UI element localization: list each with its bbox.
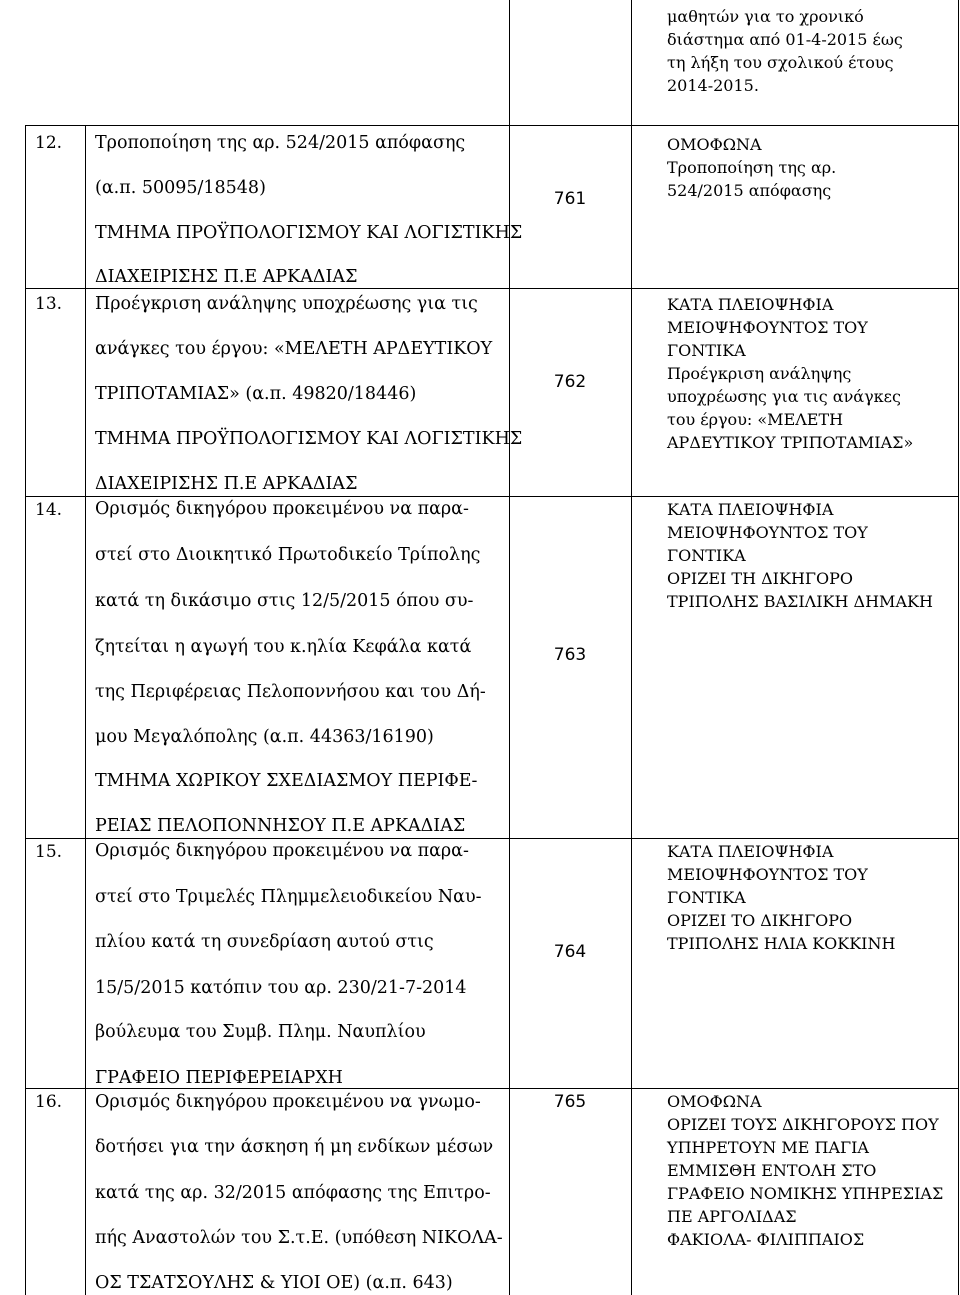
subject-line: Ορισμός δικηγόρου προκειμένου να παρα- <box>95 499 469 519</box>
subject-line: ΔΙΑΧΕΙΡΙΣΗΣ Π.Ε ΑΡΚΑΔΙΑΣ <box>95 267 358 287</box>
result-line: ΓΟΝΤΙΚΑ <box>667 546 746 565</box>
result-line: ΟΜΟΦΩΝΑ <box>667 135 762 154</box>
result-line: ΤΡΙΠΟΛΗΣ ΒΑΣΙΛΙΚΗ ΔΗΜΑΚΗ <box>667 592 933 611</box>
result-line: ΚΑΤΑ ΠΛΕΙΟΨΗΦΙΑ <box>667 295 834 314</box>
subject-line: στεί στο Τριμελές Πλημμελειοδικείου Ναυ- <box>95 887 482 907</box>
subject-line: ΤΜΗΜΑ ΠΡΟΫΠΟΛΟΓΙΣΜΟΥ ΚΑΙ ΛΟΓΙΣΤΙΚΗΣ <box>95 223 523 243</box>
subject-line: ζητείται η αγωγή του κ.ηλία Κεφάλα κατά <box>95 637 472 657</box>
top-note-line: διάστημα από 01-4-2015 έως <box>667 30 903 49</box>
top-note-line: τη λήξη του σχολικού έτους <box>667 53 894 72</box>
row-number: 12. <box>35 133 63 153</box>
subject-line: ΓΡΑΦΕΙΟ ΠΕΡΙΦΕΡΕΙΑΡΧΗ <box>95 1068 343 1088</box>
result-line: ΠΕ ΑΡΓΟΛΙΔΑΣ <box>667 1207 797 1226</box>
subject-line: κατά της αρ. 32/2015 απόφασης της Επιτρο- <box>95 1183 491 1203</box>
result-line: ΜΕΙΟΨΗΦΟΥΝΤΟΣ ΤΟΥ <box>667 865 868 884</box>
decision-number: 762 <box>553 372 587 392</box>
result-line: ΟΡΙΖΕΙ ΤΗ ΔΙΚΗΓΟΡΟ <box>667 569 853 588</box>
row-number: 16. <box>35 1092 63 1112</box>
result-line: 524/2015 απόφασης <box>667 181 832 200</box>
result-line: ΟΡΙΖΕΙ ΤΟ ΔΙΚΗΓΟΡΟ <box>667 911 853 930</box>
result-line: ΤΡΙΠΟΛΗΣ ΗΛΙΑ ΚΟΚΚΙΝΗ <box>667 934 896 953</box>
top-note-line: 2014-2015. <box>667 76 759 95</box>
result-line: ΟΡΙΖΕΙ ΤΟΥΣ ΔΙΚΗΓΟΡΟΥΣ ΠΟΥ <box>667 1115 939 1134</box>
subject-line: (α.π. 50095/18548) <box>95 178 266 198</box>
decision-number: 764 <box>553 942 587 962</box>
decision-number: 763 <box>553 645 587 665</box>
subject-line: Τροποποίηση της αρ. 524/2015 απόφασης <box>95 133 466 153</box>
subject-line: Ορισμός δικηγόρου προκειμένου να γνωμο- <box>95 1092 481 1112</box>
subject-line: στεί στο Διοικητικό Πρωτοδικείο Τρίπολης <box>95 545 481 565</box>
row-number: 15. <box>35 842 63 862</box>
subject-line: πής Αναστολών του Σ.τ.Ε. (υπόθεση ΝΙΚΟΛΑ- <box>95 1228 503 1248</box>
result-line: ΜΕΙΟΨΗΦΟΥΝΤΟΣ ΤΟΥ <box>667 318 868 337</box>
subject-line: ανάγκες του έργου: «ΜΕΛΕΤΗ ΑΡΔΕΥΤΙΚΟΥ <box>95 339 493 359</box>
result-line: ΟΜΟΦΩΝΑ <box>667 1092 762 1111</box>
result-line: ΓΟΝΤΙΚΑ <box>667 888 746 907</box>
subject-line: ΤΡΙΠΟΤΑΜΙΑΣ» (α.π. 49820/18446) <box>95 384 417 404</box>
result-line: ΚΑΤΑ ΠΛΕΙΟΨΗΦΙΑ <box>667 500 834 519</box>
row-number: 14. <box>35 500 63 520</box>
subject-line: της Περιφέρειας Πελοποννήσου και του Δή- <box>95 682 486 702</box>
subject-line: κατά τη δικάσιμο στις 12/5/2015 όπου συ- <box>95 591 474 611</box>
subject-line: βούλευμα του Συμβ. Πλημ. Ναυπλίου <box>95 1022 426 1042</box>
result-line: υποχρέωσης για τις ανάγκες <box>667 387 901 406</box>
result-line: ΚΑΤΑ ΠΛΕΙΟΨΗΦΙΑ <box>667 842 834 861</box>
subject-line: δοτήσει για την άσκηση ή μη ενδίκων μέσων <box>95 1137 494 1157</box>
result-line: ΓΟΝΤΙΚΑ <box>667 341 746 360</box>
subject-line: ΔΙΑΧΕΙΡΙΣΗΣ Π.Ε ΑΡΚΑΔΙΑΣ <box>95 474 358 494</box>
subject-line: ΡΕΙΑΣ ΠΕΛΟΠΟΝΝΗΣΟΥ Π.Ε ΑΡΚΑΔΙΑΣ <box>95 816 466 836</box>
row-number: 13. <box>35 294 63 314</box>
subject-line: ΤΜΗΜΑ ΧΩΡΙΚΟΥ ΣΧΕΔΙΑΣΜΟΥ ΠΕΡΙΦΕ- <box>95 771 478 791</box>
top-note-line: μαθητών για το χρονικό <box>667 7 864 26</box>
subject-line: μου Μεγαλόπολης (α.π. 44363/16190) <box>95 727 434 747</box>
result-line: ΓΡΑΦΕΙΟ ΝΟΜΙΚΗΣ ΥΠΗΡΕΣΙΑΣ <box>667 1184 944 1203</box>
subject-line: 15/5/2015 κατόπιν του αρ. 230/21-7-2014 <box>95 978 467 998</box>
subject-line: πλίου κατά τη συνεδρίαση αυτού στις <box>95 932 434 952</box>
result-line: Τροποποίηση της αρ. <box>667 158 837 177</box>
result-line: ΜΕΙΟΨΗΦΟΥΝΤΟΣ ΤΟΥ <box>667 523 868 542</box>
decision-number: 765 <box>553 1092 587 1112</box>
result-line: ΕΜΜΙΣΘΗ ΕΝΤΟΛΗ ΣΤΟ <box>667 1161 877 1180</box>
result-line: Προέγκριση ανάληψης <box>667 364 852 383</box>
subject-line: ΤΜΗΜΑ ΠΡΟΫΠΟΛΟΓΙΣΜΟΥ ΚΑΙ ΛΟΓΙΣΤΙΚΗΣ <box>95 429 523 449</box>
subject-line: Προέγκριση ανάληψης υποχρέωσης για τις <box>95 294 478 314</box>
subject-line: ΟΣ ΤΣΑΤΣΟΥΛΗΣ & ΥΙΟΙ ΟΕ) (α.π. 643) <box>95 1273 453 1293</box>
result-line: ΥΠΗΡΕΤΟΥΝ ΜΕ ΠΑΓΙΑ <box>667 1138 869 1157</box>
result-line: ΑΡΔΕΥΤΙΚΟΥ ΤΡΙΠΟΤΑΜΙΑΣ» <box>667 433 914 452</box>
result-line: του έργου: «ΜΕΛΕΤΗ <box>667 410 844 429</box>
decision-number: 761 <box>553 189 587 209</box>
result-line: ΦΑΚΙΟΛΑ- ΦΙΛΙΠΠΑΙΟΣ <box>667 1230 865 1249</box>
subject-line: Ορισμός δικηγόρου προκειμένου να παρα- <box>95 841 469 861</box>
